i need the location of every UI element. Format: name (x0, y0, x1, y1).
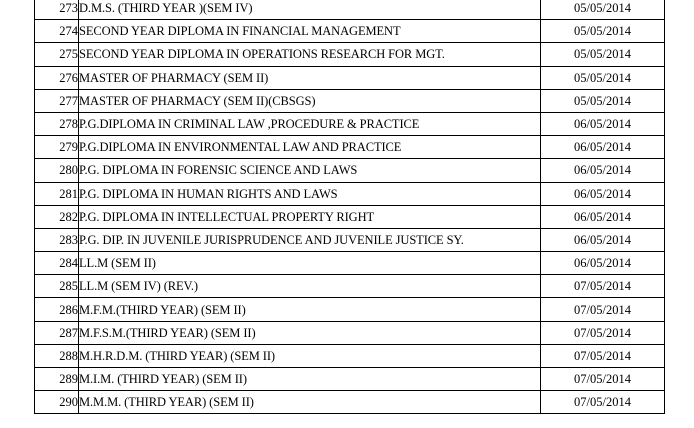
serial-number-cell: 282 (35, 205, 79, 228)
exam-name-cell: P.G. DIP. IN JUVENILE JURISPRUDENCE AND JUVENILE JUSTICE SY. (79, 228, 541, 251)
serial-number-cell: 278 (35, 112, 79, 135)
table-row (35, 159, 665, 182)
table-row (35, 252, 665, 275)
exam-name-cell: M.I.M. (THIRD YEAR) (SEM II) (79, 368, 541, 391)
table-row (35, 344, 665, 367)
serial-number-cell: 285 (35, 275, 79, 298)
exam-date-cell: 07/05/2014 (541, 298, 665, 321)
table-row (35, 368, 665, 391)
table-row (35, 112, 665, 135)
table-row (35, 228, 665, 251)
exam-date-cell: 05/05/2014 (541, 66, 665, 89)
exam-name-cell: LL.M (SEM II) (79, 252, 541, 275)
exam-date-cell: 06/05/2014 (541, 205, 665, 228)
table-row (35, 0, 665, 20)
exam-name-cell: M.F.M.(THIRD YEAR) (SEM II) (79, 298, 541, 321)
exam-date-cell: 07/05/2014 (541, 391, 665, 414)
table-row (35, 321, 665, 344)
exam-date-cell: 07/05/2014 (541, 321, 665, 344)
exam-date-cell: 07/05/2014 (541, 344, 665, 367)
exam-date-cell: 05/05/2014 (541, 0, 665, 20)
exam-name-cell: M.M.M. (THIRD YEAR) (SEM II) (79, 391, 541, 414)
exam-date-cell: 05/05/2014 (541, 89, 665, 112)
exam-date-cell: 05/05/2014 (541, 20, 665, 43)
serial-number-cell: 279 (35, 136, 79, 159)
table-row (35, 275, 665, 298)
exam-date-cell: 06/05/2014 (541, 112, 665, 135)
serial-number-cell: 281 (35, 182, 79, 205)
table-row (35, 182, 665, 205)
table-row (35, 43, 665, 66)
exam-date-cell: 06/05/2014 (541, 182, 665, 205)
serial-number-cell: 283 (35, 228, 79, 251)
table-row (35, 298, 665, 321)
serial-number-cell: 280 (35, 159, 79, 182)
table-row (35, 20, 665, 43)
serial-number-cell: 273 (35, 0, 79, 20)
serial-number-cell: 284 (35, 252, 79, 275)
exam-name-cell: MASTER OF PHARMACY (SEM II)(CBSGS) (79, 89, 541, 112)
table-row (35, 66, 665, 89)
exam-date-cell: 06/05/2014 (541, 228, 665, 251)
exam-name-cell: P.G. DIPLOMA IN HUMAN RIGHTS AND LAWS (79, 182, 541, 205)
exam-name-cell: P.G.DIPLOMA IN ENVIRONMENTAL LAW AND PRACTICE (79, 136, 541, 159)
serial-number-cell: 287 (35, 321, 79, 344)
exam-date-cell: 05/05/2014 (541, 43, 665, 66)
serial-number-cell: 277 (35, 89, 79, 112)
exam-name-cell: SECOND YEAR DIPLOMA IN FINANCIAL MANAGEMENT (79, 20, 541, 43)
exam-name-cell: MASTER OF PHARMACY (SEM II) (79, 66, 541, 89)
exam-date-cell: 06/05/2014 (541, 136, 665, 159)
exam-date-cell: 06/05/2014 (541, 252, 665, 275)
exam-name-cell: LL.M (SEM IV) (REV.) (79, 275, 541, 298)
exam-schedule-sheet (34, 0, 664, 414)
serial-number-cell: 286 (35, 298, 79, 321)
table-row (35, 136, 665, 159)
table-row (35, 89, 665, 112)
exam-name-cell: P.G. DIPLOMA IN FORENSIC SCIENCE AND LAWS (79, 159, 541, 182)
exam-name-cell: M.H.R.D.M. (THIRD YEAR) (SEM II) (79, 344, 541, 367)
serial-number-cell: 275 (35, 43, 79, 66)
exam-schedule-table (34, 0, 665, 414)
serial-number-cell: 289 (35, 368, 79, 391)
serial-number-cell: 274 (35, 20, 79, 43)
serial-number-cell: 276 (35, 66, 79, 89)
exam-date-cell: 07/05/2014 (541, 368, 665, 391)
exam-name-cell: D.M.S. (THIRD YEAR )(SEM IV) (79, 0, 541, 20)
table-row (35, 391, 665, 414)
exam-date-cell: 06/05/2014 (541, 159, 665, 182)
exam-name-cell: P.G. DIPLOMA IN INTELLECTUAL PROPERTY RIGHT (79, 205, 541, 228)
serial-number-cell: 288 (35, 344, 79, 367)
exam-date-cell: 07/05/2014 (541, 275, 665, 298)
serial-number-cell: 290 (35, 391, 79, 414)
exam-name-cell: SECOND YEAR DIPLOMA IN OPERATIONS RESEARCH FOR MGT. (79, 43, 541, 66)
exam-name-cell: P.G.DIPLOMA IN CRIMINAL LAW ,PROCEDURE & PRACTICE (79, 112, 541, 135)
exam-name-cell: M.F.S.M.(THIRD YEAR) (SEM II) (79, 321, 541, 344)
table-row (35, 205, 665, 228)
